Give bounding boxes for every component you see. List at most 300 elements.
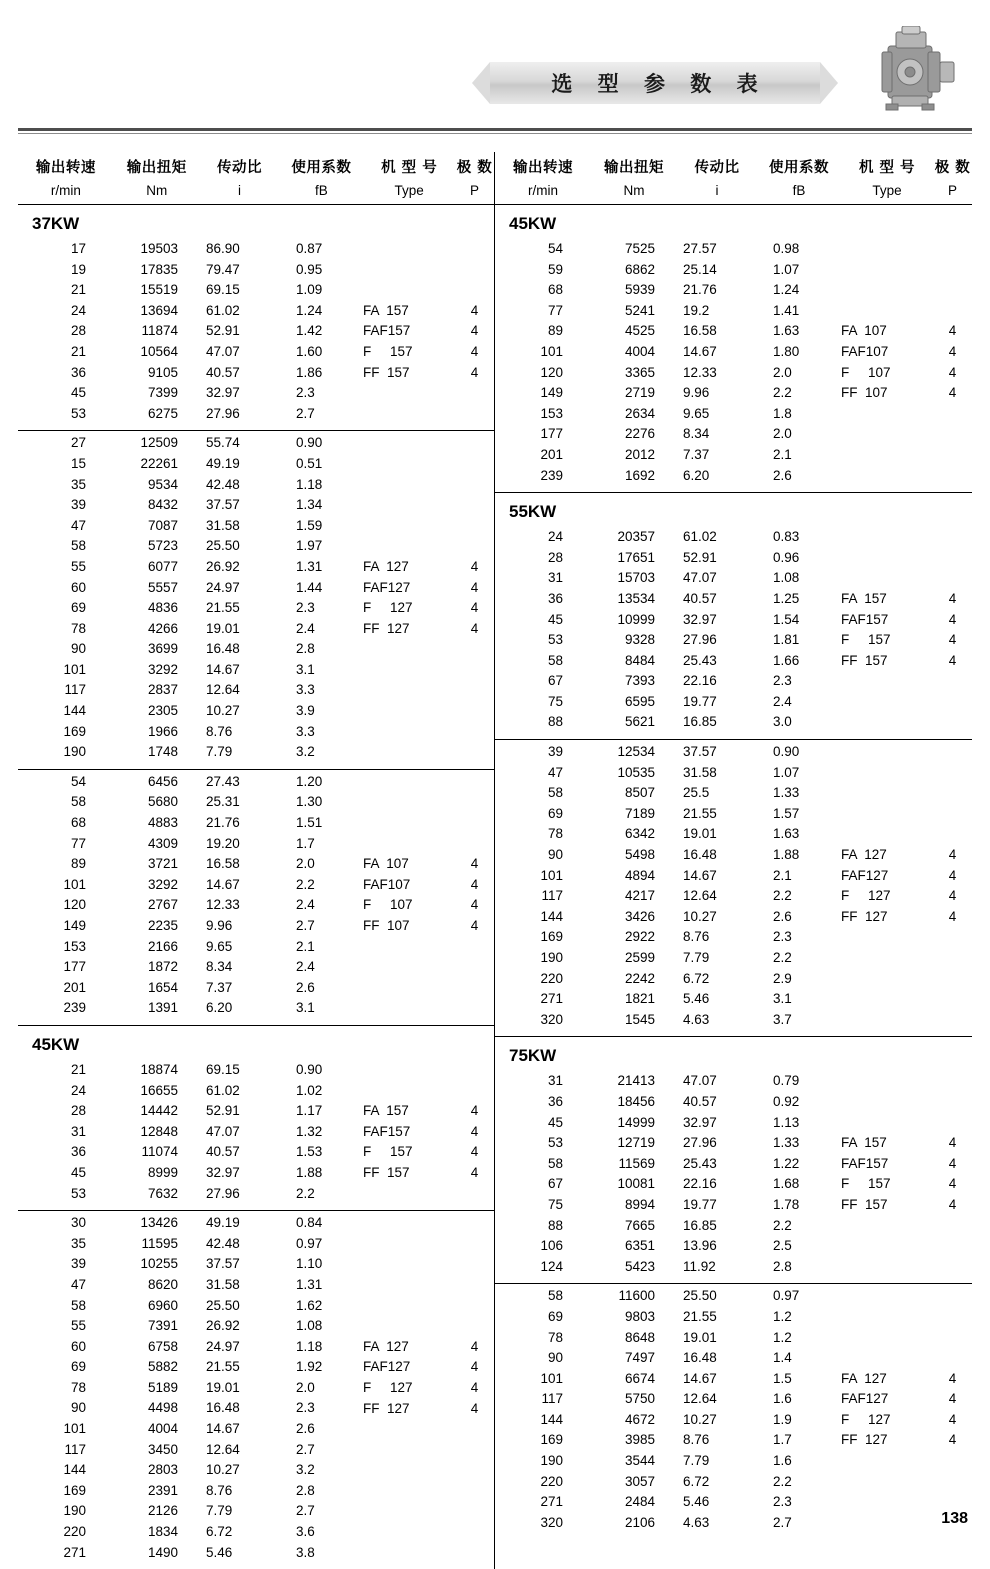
cell-ratio: 9.96 [206, 918, 233, 933]
cell-factor: 0.96 [773, 549, 800, 565]
cell-factor: 1.44 [296, 579, 323, 595]
col-header-torque: 输出扭矩 [126, 160, 187, 176]
cell-speed: 144 [540, 908, 563, 924]
cell-factor: 0.79 [773, 1073, 800, 1089]
model-type: F 107 [363, 897, 413, 913]
cell-speed: 28 [70, 1103, 86, 1119]
cell-factor: 2.4 [296, 897, 315, 913]
table-row [495, 742, 972, 763]
spec-rows [495, 742, 972, 1030]
table-row [495, 804, 972, 825]
cell-factor: 1.2 [773, 1308, 792, 1324]
model-type-names [841, 1369, 933, 1451]
table-row [495, 548, 972, 569]
model-type: F 127 [363, 600, 413, 616]
spec-rows [495, 1286, 972, 1533]
spec-rows [18, 1060, 494, 1204]
cell-torque: 2305 [147, 703, 178, 719]
cell-speed: 21 [70, 343, 86, 359]
model-type: FF 107 [363, 918, 410, 934]
cell-torque: 6960 [147, 1297, 178, 1313]
cell-ratio: 27.57 [683, 241, 717, 256]
cell-torque: 2719 [624, 385, 655, 401]
model-type: FAF107 [841, 343, 889, 359]
cell-torque: 9105 [147, 364, 178, 380]
cell-torque: 4004 [624, 343, 655, 359]
cell-torque: 1821 [624, 991, 655, 1007]
cell-ratio: 16.48 [683, 847, 717, 863]
cell-speed: 31 [547, 570, 563, 586]
cell-torque: 4525 [624, 323, 655, 339]
cell-torque: 3544 [624, 1453, 655, 1469]
cell-factor: 1.07 [773, 261, 800, 277]
cell-ratio: 25.14 [683, 261, 717, 277]
model-type-names [841, 845, 933, 927]
pole-count: 4 [470, 1123, 479, 1139]
cell-torque: 19503 [140, 241, 178, 256]
cell-ratio: 19.77 [683, 1196, 717, 1212]
cell-factor: 2.8 [773, 1258, 792, 1274]
cell-torque: 7391 [147, 1318, 178, 1334]
cell-ratio: 19.2 [683, 302, 710, 318]
cell-torque: 5882 [147, 1359, 178, 1375]
col-header-factor: 使用系数 [769, 160, 829, 176]
cell-factor: 3.7 [773, 1011, 792, 1027]
pole-count: 4 [470, 1359, 479, 1375]
cell-factor: 1.92 [296, 1359, 323, 1375]
cell-ratio: 16.48 [683, 1350, 717, 1366]
cell-torque: 17651 [617, 549, 655, 565]
cell-factor: 2.6 [773, 467, 792, 483]
table-header-left [18, 152, 494, 205]
cell-speed: 31 [70, 1123, 86, 1139]
cell-ratio: 19.01 [206, 620, 240, 636]
pole-count: 4 [470, 343, 479, 359]
model-type: FA 157 [841, 1135, 887, 1151]
cell-torque: 13534 [617, 590, 655, 606]
cell-factor: 2.5 [773, 1238, 792, 1254]
cell-torque: 5189 [147, 1379, 178, 1395]
cell-speed: 78 [70, 1379, 86, 1395]
cell-ratio: 22.16 [683, 673, 717, 689]
pole-count: 4 [948, 590, 957, 606]
table-row [495, 1513, 972, 1534]
cell-torque: 4836 [147, 600, 178, 616]
cell-speed: 45 [70, 1164, 86, 1180]
spec-group [18, 1211, 494, 1569]
cell-torque: 21413 [617, 1073, 655, 1089]
pole-count: 4 [470, 856, 479, 872]
cell-speed: 77 [70, 835, 86, 851]
cell-ratio: 42.48 [206, 476, 240, 492]
cell-factor: 2.1 [773, 867, 792, 883]
cell-speed: 149 [63, 918, 86, 933]
pole-count: 4 [948, 867, 957, 883]
cell-torque: 15703 [617, 570, 655, 586]
spec-rows [18, 433, 494, 763]
cell-torque: 5680 [147, 794, 178, 810]
cell-ratio: 40.57 [206, 364, 240, 380]
cell-factor: 1.09 [296, 282, 323, 298]
cell-torque: 3450 [147, 1441, 178, 1457]
cell-factor: 1.33 [773, 785, 800, 801]
cell-torque: 5241 [624, 302, 655, 318]
model-type: F 157 [841, 632, 891, 648]
cell-torque: 4883 [147, 815, 178, 831]
table-row [18, 1419, 494, 1440]
cell-speed: 36 [70, 364, 86, 380]
model-poles [455, 301, 494, 383]
table-column-left [18, 152, 495, 1569]
model-type: FF 157 [841, 652, 888, 668]
cell-speed: 78 [547, 826, 563, 842]
cell-speed: 45 [547, 611, 563, 627]
cell-speed: 53 [547, 1135, 563, 1151]
cell-factor: 2.7 [773, 1514, 792, 1530]
cell-speed: 39 [70, 497, 86, 513]
cell-factor: 3.1 [773, 991, 792, 1007]
cell-speed: 90 [547, 847, 563, 863]
table-row [18, 1481, 494, 1502]
cell-factor: 2.3 [296, 1400, 315, 1416]
col-unit-poles: P [947, 183, 957, 198]
cell-speed: 169 [63, 1482, 86, 1498]
spec-group [18, 1026, 494, 1211]
cell-factor: 1.10 [296, 1256, 323, 1272]
cell-speed: 101 [540, 343, 563, 359]
table-row [495, 763, 972, 784]
cell-torque: 2012 [624, 446, 655, 462]
cell-torque: 9328 [624, 632, 655, 648]
cell-factor: 2.0 [296, 1379, 315, 1395]
cell-torque: 14999 [617, 1114, 655, 1130]
pole-count: 4 [470, 323, 479, 339]
cell-factor: 0.97 [296, 1235, 323, 1251]
cell-ratio: 14.67 [206, 1421, 240, 1437]
table-row [495, 927, 972, 948]
cell-speed: 47 [70, 517, 86, 533]
cell-torque: 14442 [140, 1103, 178, 1119]
table-row [495, 712, 972, 733]
table-row [18, 1213, 494, 1234]
power-rating-label: 45KW [32, 1034, 80, 1054]
model-poles [455, 1337, 494, 1419]
table-row [18, 1254, 494, 1275]
cell-factor: 2.2 [296, 876, 315, 892]
cell-torque: 7497 [624, 1350, 655, 1366]
cell-speed: 77 [547, 302, 563, 318]
cell-torque: 7632 [147, 1185, 178, 1201]
table-row [495, 1216, 972, 1237]
cell-speed: 55 [70, 558, 86, 574]
cell-ratio: 11.92 [683, 1258, 716, 1274]
cell-ratio: 19.01 [683, 826, 717, 842]
cell-torque: 22261 [140, 455, 178, 471]
cell-factor: 3.2 [296, 1462, 315, 1478]
cell-factor: 2.4 [773, 693, 792, 709]
power-rating-label: 45KW [509, 214, 557, 233]
pole-count: 4 [470, 620, 479, 636]
pole-count: 4 [470, 1338, 479, 1354]
cell-ratio: 9.65 [683, 405, 710, 421]
col-header-ratio: 传动比 [694, 160, 740, 176]
cell-ratio: 47.07 [206, 343, 240, 359]
table-row [18, 1543, 494, 1564]
cell-factor: 2.3 [773, 673, 792, 689]
pole-count: 4 [470, 558, 479, 574]
table-row [495, 1472, 972, 1493]
table-row [18, 475, 494, 496]
cell-torque: 20357 [617, 529, 655, 545]
cell-speed: 177 [63, 959, 86, 975]
cell-speed: 124 [540, 1258, 563, 1274]
cell-factor: 1.9 [773, 1411, 792, 1427]
pole-count: 4 [470, 600, 479, 616]
cell-speed: 75 [547, 693, 563, 709]
cell-factor: 2.7 [296, 918, 315, 933]
cell-factor: 0.97 [773, 1288, 800, 1304]
cell-speed: 271 [63, 1544, 86, 1560]
table-body-left [18, 205, 494, 1569]
cell-speed: 271 [540, 991, 563, 1007]
cell-ratio: 22.16 [683, 1176, 717, 1192]
cell-speed: 190 [540, 1453, 563, 1469]
cell-torque: 5723 [147, 538, 178, 554]
table-row [495, 445, 972, 466]
cell-torque: 18874 [140, 1061, 178, 1077]
cell-torque: 6456 [147, 773, 178, 789]
cell-torque: 1872 [147, 959, 178, 975]
table-row [18, 1440, 494, 1461]
model-poles [933, 1369, 972, 1451]
cell-speed: 101 [540, 1370, 563, 1386]
pole-count: 4 [948, 385, 957, 401]
cell-factor: 3.8 [296, 1544, 315, 1560]
table-row [495, 527, 972, 548]
cell-speed: 45 [70, 385, 86, 401]
cell-ratio: 6.72 [683, 970, 710, 986]
col-unit-ratio: i [238, 183, 242, 198]
spec-group [495, 493, 972, 740]
cell-ratio: 27.43 [206, 773, 240, 789]
cell-torque: 2767 [147, 897, 178, 913]
cell-factor: 0.84 [296, 1215, 323, 1231]
cell-torque: 5621 [624, 714, 655, 730]
table-row [495, 301, 972, 322]
cell-factor: 1.7 [773, 1432, 792, 1448]
cell-speed: 117 [64, 1441, 86, 1457]
cell-torque: 2922 [624, 929, 655, 945]
cell-ratio: 16.58 [683, 323, 717, 339]
cell-ratio: 19.77 [683, 693, 717, 709]
table-row [495, 989, 972, 1010]
cell-factor: 2.3 [773, 1494, 792, 1510]
cell-ratio: 16.48 [206, 1400, 240, 1416]
cell-ratio: 37.57 [206, 497, 240, 513]
cell-torque: 5498 [624, 847, 655, 863]
cell-factor: 3.2 [296, 744, 315, 760]
cell-speed: 89 [70, 856, 86, 872]
cell-ratio: 19.20 [206, 835, 240, 851]
model-type: FAF157 [363, 323, 411, 339]
cell-factor: 1.63 [773, 826, 800, 842]
cell-factor: 2.3 [773, 929, 792, 945]
cell-speed: 55 [70, 1318, 86, 1334]
cell-ratio: 8.34 [206, 959, 233, 975]
cell-factor: 1.57 [773, 805, 800, 821]
cell-ratio: 14.67 [206, 661, 240, 677]
cell-factor: 1.2 [773, 1329, 792, 1345]
table-row [18, 516, 494, 537]
pole-count: 4 [948, 1370, 957, 1386]
cell-ratio: 21.55 [206, 1359, 240, 1375]
cell-torque: 1490 [147, 1544, 178, 1560]
model-poles [933, 1133, 972, 1215]
cell-ratio: 12.64 [683, 1391, 717, 1407]
pole-count: 4 [948, 323, 957, 339]
cell-torque: 18456 [617, 1093, 655, 1109]
cell-ratio: 10.27 [683, 1411, 717, 1427]
cell-speed: 31 [547, 1073, 563, 1089]
model-type: FA 127 [841, 1370, 887, 1386]
cell-torque: 1692 [624, 467, 655, 483]
cell-speed: 24 [70, 1082, 86, 1098]
cell-ratio: 7.79 [206, 744, 233, 760]
table-row [18, 722, 494, 743]
cell-torque: 2276 [624, 426, 655, 442]
spec-rows [495, 527, 972, 733]
cell-factor: 1.86 [296, 364, 323, 380]
cell-ratio: 40.57 [683, 1093, 717, 1109]
model-type-names [363, 1337, 455, 1419]
model-type: FF 127 [363, 1400, 410, 1416]
spec-rows [18, 1213, 494, 1563]
model-type: FF 157 [363, 1164, 410, 1180]
cell-ratio: 32.97 [683, 611, 717, 627]
model-type-block [363, 1101, 494, 1183]
table-row [18, 1060, 494, 1081]
table-row [495, 824, 972, 845]
cell-torque: 6862 [624, 261, 655, 277]
cell-factor: 1.53 [296, 1144, 323, 1160]
cell-speed: 54 [70, 773, 86, 789]
cell-ratio: 47.07 [206, 1123, 240, 1139]
pole-count: 4 [470, 302, 479, 318]
model-type-block [363, 854, 494, 936]
cell-factor: 1.60 [296, 343, 323, 359]
table-row [495, 1328, 972, 1349]
cell-speed: 190 [63, 1503, 86, 1519]
power-rating-label: 37KW [32, 214, 80, 233]
cell-speed: 28 [70, 323, 86, 339]
cell-factor: 1.02 [296, 1082, 323, 1098]
cell-torque: 2803 [147, 1462, 178, 1478]
cell-factor: 2.1 [296, 938, 315, 954]
spec-group [495, 740, 972, 1037]
cell-ratio: 52.91 [206, 323, 240, 339]
cell-factor: 2.4 [296, 620, 315, 636]
cell-torque: 9803 [624, 1308, 655, 1324]
cell-torque: 7087 [147, 517, 178, 533]
cell-torque: 11595 [141, 1235, 178, 1251]
cell-speed: 120 [540, 364, 563, 380]
cell-speed: 36 [547, 590, 563, 606]
model-type-block [841, 321, 972, 403]
cell-speed: 239 [63, 1000, 86, 1016]
cell-factor: 1.41 [773, 302, 800, 318]
cell-ratio: 19.01 [206, 1379, 240, 1395]
cell-factor: 1.08 [773, 570, 800, 586]
model-type: FAF127 [841, 1391, 889, 1407]
model-type-block [363, 1337, 494, 1419]
cell-speed: 101 [63, 661, 86, 677]
cell-ratio: 7.79 [683, 950, 710, 965]
cell-torque: 2484 [624, 1494, 655, 1510]
cell-ratio: 25.50 [206, 538, 240, 554]
cell-factor: 1.80 [773, 343, 800, 359]
cell-ratio: 12.33 [683, 364, 717, 380]
model-type: FA 127 [841, 847, 887, 863]
cell-factor: 2.7 [296, 1503, 315, 1519]
table-row [18, 813, 494, 834]
cell-torque: 10564 [140, 343, 178, 359]
model-poles [933, 845, 972, 927]
cell-torque: 4309 [147, 835, 178, 851]
cell-torque: 13694 [140, 302, 178, 318]
model-type: FA 157 [363, 1103, 409, 1119]
model-type: FA 127 [363, 558, 409, 574]
cell-speed: 190 [63, 744, 86, 760]
cell-factor: 0.51 [296, 455, 323, 471]
table-row [495, 1092, 972, 1113]
cell-torque: 6077 [147, 558, 178, 574]
cell-factor: 1.97 [296, 538, 323, 554]
col-unit-type: Type [872, 183, 902, 198]
cell-speed: 88 [547, 714, 563, 730]
pole-count: 4 [948, 1176, 957, 1192]
cell-speed: 58 [70, 538, 86, 554]
model-poles [933, 321, 972, 403]
pole-count: 4 [470, 1400, 479, 1416]
table-row [495, 260, 972, 281]
cell-factor: 1.68 [773, 1176, 800, 1192]
pole-count: 4 [948, 847, 957, 863]
col-header-type: 机 型 号 [858, 160, 916, 176]
cell-factor: 2.7 [296, 405, 315, 421]
cell-factor: 1.24 [296, 302, 323, 318]
cell-speed: 271 [540, 1494, 563, 1510]
cell-speed: 190 [540, 950, 563, 965]
table-row [18, 772, 494, 793]
table-row [18, 1522, 494, 1543]
cell-factor: 1.63 [773, 323, 800, 339]
table-row [495, 1257, 972, 1278]
cell-speed: 101 [540, 867, 563, 883]
cell-factor: 2.0 [296, 856, 315, 872]
cell-speed: 239 [540, 467, 563, 483]
cell-ratio: 40.57 [206, 1144, 240, 1160]
table-row [495, 783, 972, 804]
pole-count: 4 [948, 1155, 957, 1171]
pole-count: 4 [948, 1391, 957, 1407]
model-type: FAF157 [841, 1155, 889, 1171]
cell-ratio: 69.15 [206, 1061, 240, 1077]
cell-ratio: 6.20 [683, 467, 710, 483]
col-unit-poles: P [470, 183, 480, 198]
cell-torque: 12719 [617, 1135, 655, 1151]
pole-count: 4 [470, 918, 479, 934]
cell-ratio: 32.97 [206, 385, 240, 401]
